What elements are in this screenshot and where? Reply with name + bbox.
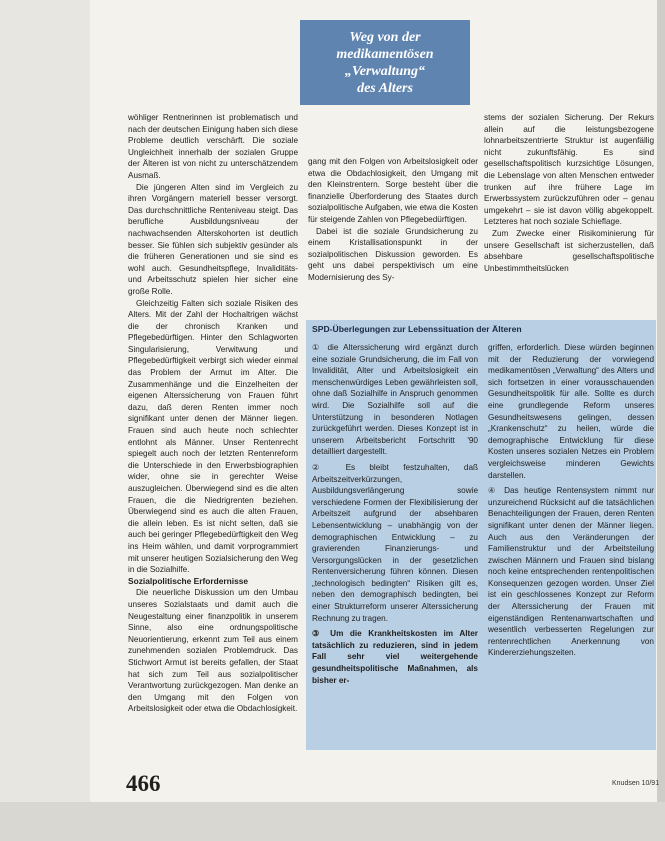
left-page-margin <box>0 0 90 841</box>
paragraph: wöhliger Rentnerinnen ist problematisch und nach der deutschen Einigung haben sich diese Probleme deutlich verschärft. Die soziale Ungleichheit innerhalb der sozialen Gruppe der Älteren ist von nicht zu unterschätzendem Ausmaß. <box>128 113 298 180</box>
section-heading: Sozialpolitische Erfordernisse <box>128 575 249 586</box>
paragraph: stems der sozialen Sicherung. Der Rekurs allein auf die leistungsbezogene lohnarbeitszentrierte Struktur ist augenfällig nicht zukunftsfähig. Es sind gesellschaftspolitisch kurzsichtige Lösungen, die Lebenslage von alten Menschen entweder trunken auf ihre frühere Lage im Erwerbssystem zurückzuführen oder – genau umgekehrt – sie ist davon völlig abgekoppelt. Letzteres hat noch soziale Schieflage. <box>484 113 654 227</box>
headline-line: des Alters <box>357 80 413 96</box>
box-paragraph: ① die Alterssicherung wird ergänzt durch eine soziale Grundsicherung, die im Fall von Invalidität, Alter und Arbeitslosigkeit ein menschenwürdiges Leben gewährleisten soll, ohne daß Sozialhilfe in Anspruch genommen wird. Die Sozialhilfe soll auf die Unterstützung in besonderen Notlagen zurückgeführt werden. Dieses Konzept ist in unserem Arbeitsbericht Fortschritt '90 detailliert dargestellt. <box>312 343 478 457</box>
box-column-right <box>488 342 654 663</box>
paragraph: gang mit den Folgen von Arbeitslosigkeit oder etwa die Obdachlosigkeit, den Umgang mit den Kleinstrentern. Sorge besteht über die finanzielle Überforderung des Staates durch sozialpolitische Aufgaben, wie etwa die Kosten für steigende Zahlen von Pflegebedürftigen. <box>308 157 478 224</box>
right-page-edge <box>657 0 665 841</box>
page-number: 466 <box>126 771 161 796</box>
paragraph: Dabei ist die soziale Grundsicherung zu einem Kristallisationspunkt in der sozialpolitischen Diskussion geworden. Es geht uns dabei perspektivisch um eine Modernisierung des Sy- <box>308 226 478 282</box>
box-paragraph: ② Es bleibt festzuhalten, daß Arbeitszeitverkürzungen, Ausbildungsverlängerung sowie verschiedene Formen der Flexibilisierung der Arbeitszeit aufgrund der absehbaren Lebensentwicklung – unabhängig von der demographischen Entwicklung – zu gravierenden Finanzierungs- und Versorgungslücken in der gesetzlichen Rentenversicherung führen können. Diesen „technologisch bedingten“ Risiken gilt es, neben den demographisch bedingten, bei einer Strukturreform unserer Alterssicherung Rechnung zu tragen. <box>312 462 478 623</box>
paragraph: Die jüngeren Alten sind im Vergleich zu ihren Vorgängern materiell besser versorgt. Das durchschnittliche Renteniveau steigt. Das berufliche Ausbildungsniveau der nachwachsenden Alterskohorten ist deutlich besser. Sie fühlen sich subjektiv gesünder als die früheren Generationen und sie sind es wohl auch. Gesundheitspflege, Invaliditäts- und Arbeitsschutz spielen hier sicher eine große Rolle. <box>128 182 298 296</box>
footer-reference: Knudsen 10/91 <box>612 780 660 787</box>
headline-line: Weg von der <box>349 29 421 45</box>
box-paragraph: ④ Das heutige Rentensystem nimmt nur unzureichend Rücksicht auf die tatsächlichen Benachteiligungen der Frauen, deren Renten signifikant unter denen der Männer liegen. Auch aus den Veränderungen der Familienstruktur und der Arbeitsteilung zwischen Männern und Frauen sind bislang noch keine entsprechenden rentenpolitischen Konsequenzen gezogen worden. Unser Ziel ist ein geschlossenes Konzept zur Reform der Alterssicherung der Frauen mit eigenständigen Rentenanwartschaften und wesentlich verbesserten Regelungen zur rentenrechtlichen Anerkennung von Kindererziehungszeiten. <box>488 486 654 658</box>
paragraph: Gleichzeitig Falten sich soziale Risiken des Alters. Mit der Zahl der Hochaltrigen wächst die der chronisch Kranken und Pflegebedürftigen. Hinter den Schlagworten Singularisierung, Verwitwung und Pflegebedürftigkeit verbirgt sich wieder einmal das Problem der Armut im Alter. Die Zusammenhänge und die Einzelheiten der eigenen Alterssicherung von Frauen führt dazu, daß deren Renten immer noch signifikant unter denen der Männer liegen. Frauen sind auch heute noch schlechter entlohnt als Männer. Unser Rentenrecht spiegelt auch noch der letzten Rentenreform die Unterschiede in den Erwerbsbiographien wider, ohne sie in gerechter Weise auszugleichen. Überwiegend sind es die alten Frauen, die die Niedrigrenten beziehen. Überwiegend sind es auch die alten Frauen, die allein leben. Es ist nicht selten, daß sie auch bei geringer Pflegebedürftigkeit den Weg ins Heim wählen, und damit vorprogrammiert mit unserer heutigen Sozialsicherung den Weg in die Sozialhilfe. <box>128 298 298 575</box>
box-title: SPD-Überlegungen zur Lebenssituation der Älteren <box>312 324 522 334</box>
box-paragraph: ③ Um die Krankheitskosten im Alter tatsächlich zu reduzieren, sind in jedem Fall sehr viel weitergehende gesundheitspolitische Maßnahmen, als bisher er- <box>312 629 478 685</box>
paragraph: Zum Zwecke einer Risikominierung für unsere Gesellschaft ist sicherzustellen, daß absehbare gesellschaftspolitische Unbestimmtheitslücken <box>484 228 654 273</box>
headline-line: medikamentösen <box>336 46 434 62</box>
spd-info-box <box>306 320 656 750</box>
text-column-1 <box>128 112 298 715</box>
text-column-3 <box>484 112 654 274</box>
box-paragraph: griffen, erforderlich. Diese würden beginnen mit der Reduzierung der vorwiegend medikamentösen „Verwaltung“ des Alters und sich fortsetzen in einer vorausschauenden Gesundheitspolitik für alle. Sollte es durch eine grundlegende Reform unseres Gesundheitswesens gelingen, dessen „Krankenschutz“ zu heilen, würde die demographische Entwicklung für diese Kosten unseres sozialen Netzes ein Problem vergleichsweise minderen Gewichts darstellen. <box>488 343 654 480</box>
text-column-2 <box>308 156 478 284</box>
paragraph: Die neuerliche Diskussion um den Umbau unseres Sozialstaats und damit auch die Neugestaltung einer finanzpolitik in unserem Sinne, also eine ordnungspolitische Neuorientierung, erkennt zum Teil aus einem zunehmenden sozialen Problemdruck. Das Stichwort Armut ist bereits gefallen, der Staat hat sich zum Teil aus sozialpolitischer Verantwortung zurückgezogen. Man denke an den Umgang mit den Folgen von Arbeitslosigkeit oder etwa die Obdachlosigkeit. <box>128 588 298 714</box>
bottom-shadow-band <box>0 802 665 841</box>
headline-box <box>300 20 470 105</box>
box-column-left <box>312 342 478 690</box>
headline-line: „Verwaltung“ <box>344 63 426 79</box>
